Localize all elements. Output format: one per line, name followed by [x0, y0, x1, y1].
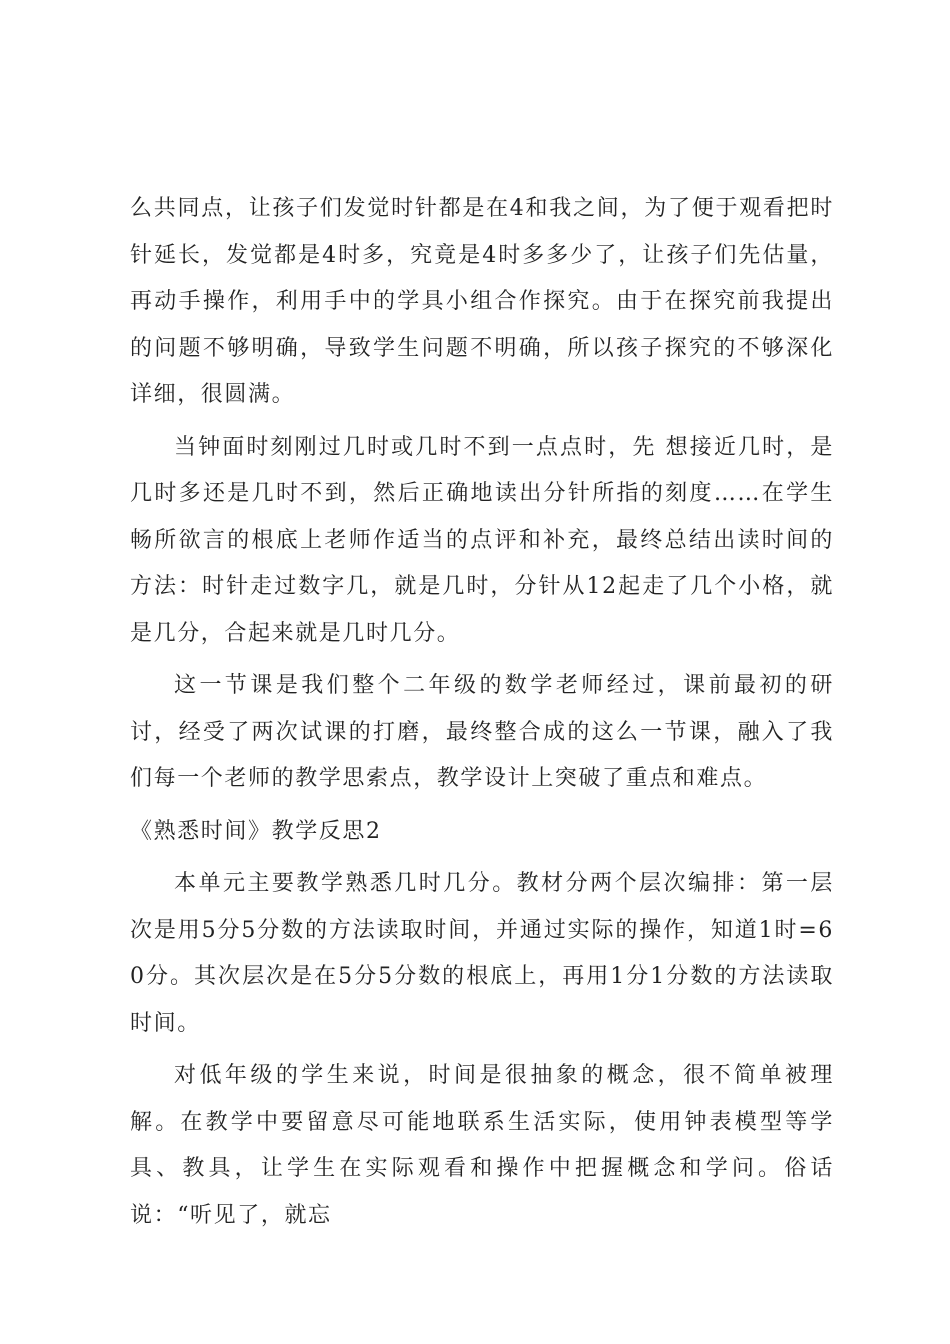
- document-body: [130, 186, 834, 1245]
- paragraph-lesson-summary: 这一节课是我们整个二年级的数学老师经过，课前最初的研讨，经受了两次试课的打磨，最终整合成的这么一节课，融入了我们每一个老师的教学思索点，教学设计上突破了重点和难点。: [130, 673, 834, 791]
- paragraph-teaching-approach: 对低年级的学生来说，时间是很抽象的概念，很不简单被理解。在教学中要留意尽可能地联系生活实际，使用钟表模型等学具、教具，让学生在实际观看和操作中把握概念和学问。俗话说：“听见了，就忘: [130, 1063, 834, 1228]
- paragraph-continuation: 么共同点，让孩子们发觉时针都是在4和我之间，为了便于观看把时针延长，发觉都是4时多，究竟是4时多多少了，让孩子们先估量，再动手操作，利用手中的学具小组合作探究。由于在探究前我提出的问题不够明确，导致学生问题不明确，所以孩子探究的不够深化详细，很圆满。: [130, 196, 834, 407]
- section-heading: 《熟悉时间》教学反思2: [130, 818, 382, 844]
- paragraph-reading-method: 当钟面时刻刚过几时或几时不到一点点时，先 想接近几时，是几时多还是几时不到，然后正确地读出分针所指的刻度……在学生畅所欲言的根底上老师作适当的点评和补充，最终总结出读时间的方法：时针走过数字几，就是几时，分针从12起走了几个小格，就是几分，合起来就是几时几分。: [130, 434, 834, 646]
- paragraph-unit-overview: 本单元主要教学熟悉几时几分。教材分两个层次编排：第一层次是用5分5分数的方法读取时间，并通过实际的操作，知道1时=60分。其次层次是在5分5分数的根底上，再用1分1分数的方法读取时间。: [130, 871, 834, 1036]
